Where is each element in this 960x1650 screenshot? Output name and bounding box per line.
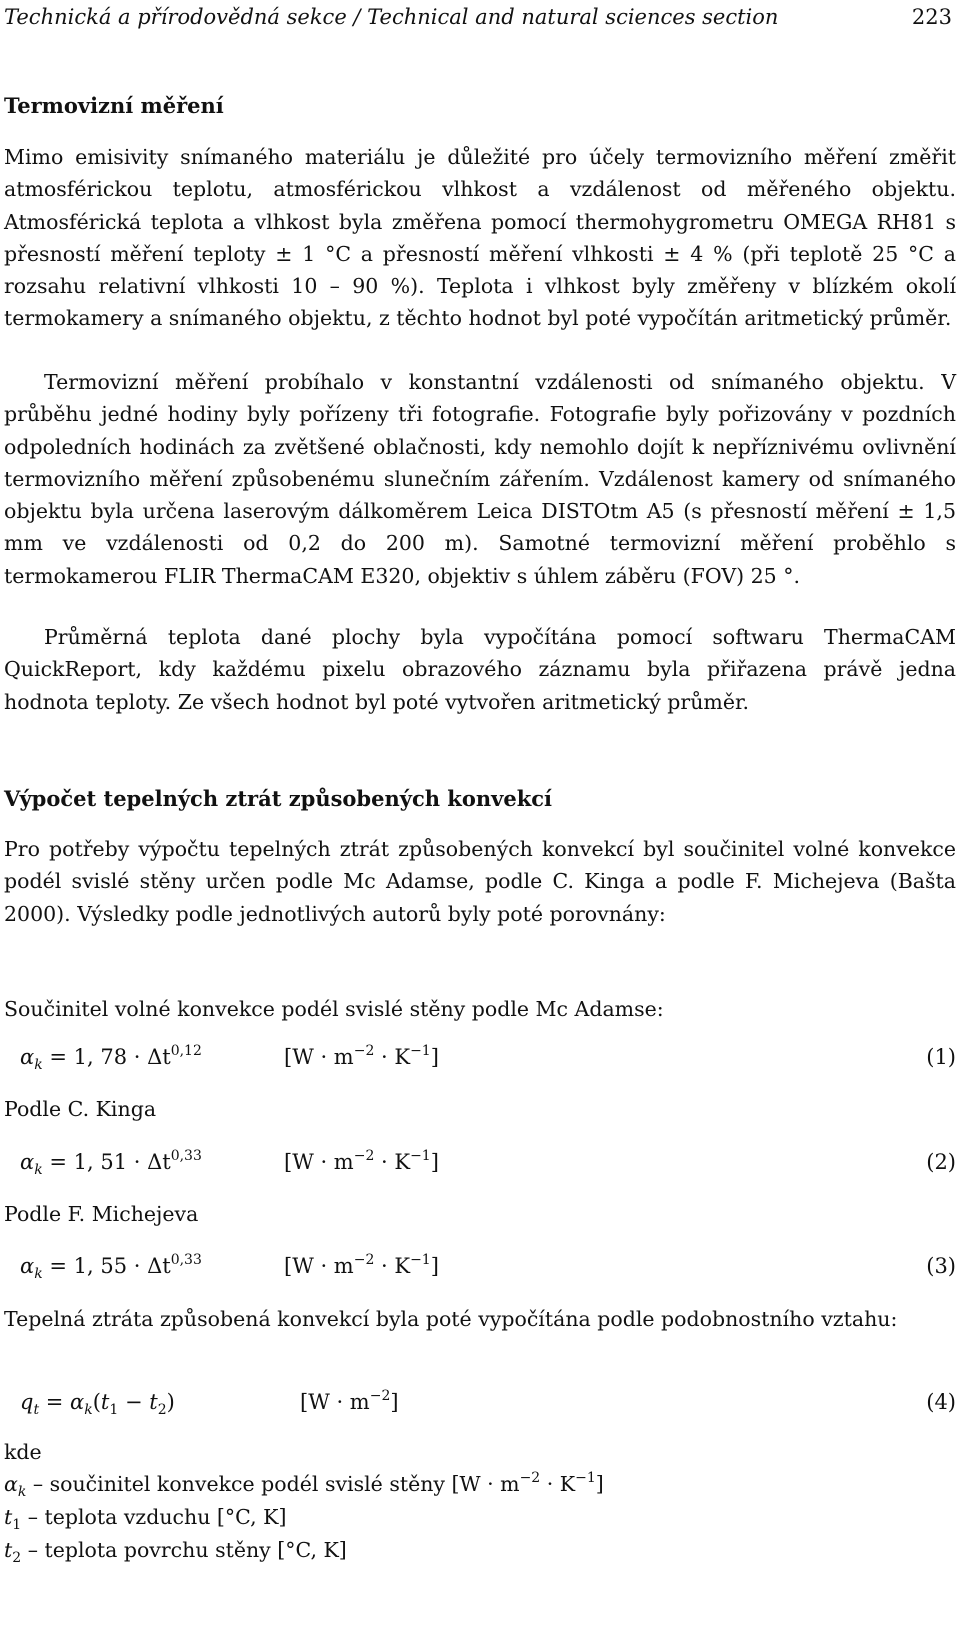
equation-3-formula: $\alpha_k = 1$, 55 · Δt$^{0,33}$ xyxy=(20,1252,202,1282)
where-label: kde xyxy=(4,1440,42,1464)
equation-4-unit: $[W \cdot m^{-2}]$ xyxy=(300,1388,399,1414)
equation-4-number: (4) xyxy=(926,1390,956,1414)
legend-alpha: $\alpha_k$ – součinitel konvekce podél svislé stěny $[W \cdot m^{-2} \cdot K^{-1}]$ xyxy=(4,1470,604,1500)
section-title-termovizni: Termovizní měření xyxy=(4,93,224,118)
paragraph-1: Mimo emisivity snímaného materiálu je důležité pro účely termovizního měření změřit atmosférickou teplotu, atmosférickou vlhkost a vzdálenost od měřeného objektu. Atmosférická teplota a vlhkost byla změřena pomocí thermohygrometru OMEGA RH81 s přesností měření teploty ± 1 °C a přesností měření vlhkosti ± 4 % (při teplotě 25 °C a rozsahu relativní vlhkosti 10 – 90 %). Teplota i vlhkost byly změřeny v blízkém okolí termokamery a snímaného objektu, z těchto hodnot byl poté vypočítán aritmetický průměr. xyxy=(4,145,956,331)
equation-3-intro: Podle F. Michejeva xyxy=(4,1202,199,1226)
equation-4-formula: $q_t = \alpha_k(t_1 - t_2)$ xyxy=(20,1390,175,1418)
section-title-vypocet: Výpočet tepelných ztrát způsobených konvekcí xyxy=(4,786,553,811)
paragraph-3: Průměrná teplota dané plochy byla vypočítána pomocí softwaru ThermaCAM QuickReport, kdy každému pixelu obrazového záznamu byla přiřazena právě jedna hodnota teploty. Ze všech hodnot byl poté vytvořen aritmetický průměr. xyxy=(4,625,956,714)
equation-1-number: (1) xyxy=(926,1045,956,1069)
legend-t1: $t_1$ – teplota vzduchu [°C, K] xyxy=(4,1505,287,1533)
equation-2-intro: Podle C. Kinga xyxy=(4,1097,157,1121)
equation-3 xyxy=(20,1248,956,1284)
equation-1-unit: $[W \cdot m^{-2} \cdot K^{-1}]$ xyxy=(284,1043,439,1069)
paragraph-2: Termovizní měření probíhalo v konstantní vzdálenosti od snímaného objektu. V průběhu jedné hodiny byly pořízeny tři fotografie. Fotografie byly pořizovány v pozdních odpoledních hodinách za zvětšené oblačnosti, kdy nemohlo dojít k nepříznivému ovlivnění termovizního měření způsobenému slunečním zářením. Vzdálenost kamery od snímaného objektu byla určena laserovým dálkoměrem Leica DISTOtm A5 (s přesností měření ± 1,5 mm ve vzdálenosti od 0,2 do 200 m). Samotné termovizní měření proběhlo s termokamerou FLIR ThermaCAM E320, objektiv s úhlem záběru (FOV) 25 °. xyxy=(4,370,956,588)
paragraph-4: Pro potřeby výpočtu tepelných ztrát způsobených konvekcí byl součinitel volné konvekce podél svislé stěny určen podle Mc Adamse, podle C. Kinga a podle F. Michejeva (Bašta 2000). Výsledky podle jednotlivých autorů byly poté porovnány: xyxy=(4,837,956,926)
equation-2-number: (2) xyxy=(926,1150,956,1174)
page-number: 223 xyxy=(911,5,952,29)
equation-1-intro: Součinitel volné konvekce podél svislé stěny podle Mc Adamse: xyxy=(4,997,664,1021)
running-header xyxy=(4,2,952,32)
equation-3-number: (3) xyxy=(926,1254,956,1278)
equation-1 xyxy=(20,1039,956,1075)
equation-4 xyxy=(20,1384,956,1420)
equation-2 xyxy=(20,1144,956,1180)
equation-4-intro: Tepelná ztráta způsobená konvekcí byla poté vypočítána podle podobnostního vztahu: xyxy=(4,1307,898,1331)
equation-2-unit: $[W \cdot m^{-2} \cdot K^{-1}]$ xyxy=(284,1148,439,1174)
equation-1-formula: $\alpha_k = 1$, 78 · Δt$^{0,12}$ xyxy=(20,1043,202,1073)
equation-3-unit: $[W \cdot m^{-2} \cdot K^{-1}]$ xyxy=(284,1252,439,1278)
header-section: Technická a přírodovědná sekce / Technical and natural sciences section xyxy=(4,5,779,29)
legend-t2: $t_2$ – teplota povrchu stěny [°C, K] xyxy=(4,1538,347,1566)
equation-2-formula: $\alpha_k = 1$, 51 · Δt$^{0,33}$ xyxy=(20,1148,202,1178)
